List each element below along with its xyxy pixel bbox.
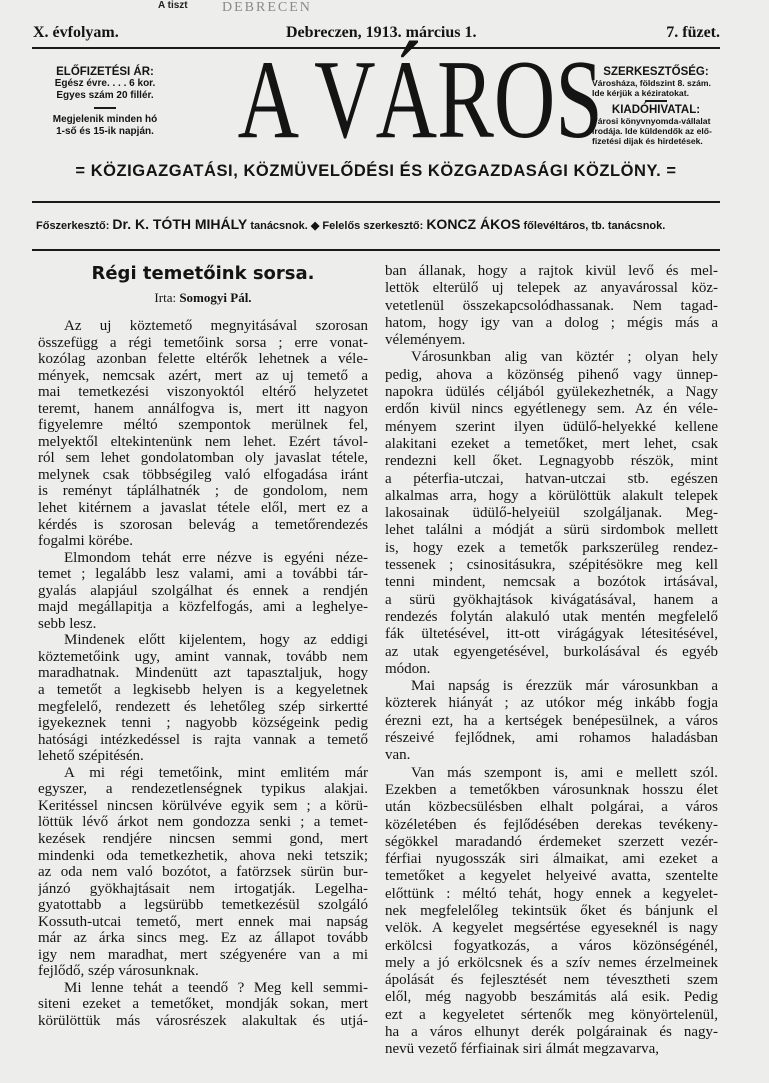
text-line: ségökkel maradandó érdemeket szerzett vezér- xyxy=(385,833,718,850)
paragraph xyxy=(38,550,368,633)
text-line: temetőket a kegyelet helyeivé avatta, szentelte xyxy=(385,868,718,885)
responsible-editor-name: KONCZ ÁKOS xyxy=(426,216,521,232)
text-line: egyszer, a rendezetlenségnek typikus alakjai. xyxy=(38,781,368,798)
editors-rule xyxy=(32,249,720,251)
text-line: ha a város elhunyt derék polgárainak és nagy- xyxy=(385,1024,718,1041)
subtitle: = KÖZIGAZGATÁSI, KÖZMÜVELŐDÉSI ÉS KÖZGAZDASÁGI KÖZLÖNY. = xyxy=(75,162,677,180)
text-line: Ezekben a temetőkben városunknak hosszu élet xyxy=(385,781,718,798)
text-line: löttük lévő árkot nem gondozza senki ; a temet- xyxy=(38,814,368,831)
text-line: megfelelő, rendezett és lehetőleg szép sirkertté xyxy=(38,698,368,715)
text-line: sebb lesz. xyxy=(38,615,97,632)
subscription-line: Megjelenik minden hó xyxy=(52,114,158,125)
text-line: pedig, ahova a közönség pihenő vagy ünnep- xyxy=(385,366,718,383)
text-line: is reményt táplálhatnék ; de gondolom, nem xyxy=(38,483,368,500)
text-line: kérdés is szorosan belevág a temetőrendezés xyxy=(38,516,368,533)
text-line: Kossuth-utcai temető, mert ennek mai napság xyxy=(38,913,368,930)
subscription-box xyxy=(30,66,180,138)
newspaper-title-text: A VÁROS xyxy=(237,38,603,162)
text-line: alkalmas arra, hogy a körülöttük alakult telepek xyxy=(385,487,718,504)
publisher-line: fizetési dijak és hirdetések. xyxy=(592,136,703,146)
text-line: is, hogy ezek a temetők parkszerüleg rendez- xyxy=(385,539,718,556)
text-line: Elmondom tehát erre nézve is egyéni néze- xyxy=(64,549,368,566)
text-line: ban állanak, hogy a rajtok kivül levő és mel- xyxy=(385,263,718,279)
article-byline xyxy=(38,290,368,306)
text-line: Mi lenne tehát a teendő ? Meg kell semmi- xyxy=(64,979,368,996)
text-line: ményem szerint ilyen üdülő-helyekké kellene xyxy=(385,418,718,435)
text-line: gyalás alapjául szolgálhat és ennek a rendjén xyxy=(38,582,368,599)
dateline: Debreczen, 1913. március 1. xyxy=(286,24,477,41)
text-line: előttünk : méltó tehát, hogy ennek a kegyelet- xyxy=(385,885,718,902)
subscription-line: 1-ső és 15-ik napján. xyxy=(56,126,154,137)
divider xyxy=(645,100,667,102)
text-line: a péterfia-utczai, hatvan-utczai stb. egészen xyxy=(385,470,718,487)
editorial-heading: SZERKESZTŐSÉG: xyxy=(603,66,709,78)
text-line: lehet találni a módját a sürü sirdombok mellett xyxy=(385,522,718,539)
text-line: érezni ezt, ha a kertségek benépesülnek, a város xyxy=(385,712,718,729)
text-line: jánzó gyökhajtásait nem irtogatják. Legelha- xyxy=(38,880,368,897)
text-line: gyatottabb a legsürübb temetkezésül szolgáló xyxy=(38,897,368,914)
library-stamp: DEBRECEN xyxy=(222,0,312,15)
text-line: az utak egyengetésével, burkolásával és egyéb xyxy=(385,643,718,660)
text-line: mények, nemcsak azért, mert az uj temető a xyxy=(38,367,368,384)
text-line: vetetlenül összekapcsolódhassanak. Nem tagad- xyxy=(385,297,718,314)
paragraph xyxy=(38,980,368,1030)
text-line: siteni ezeket a temetőket, mondják sokan, mert xyxy=(38,996,368,1013)
text-line: közéletében és fejlődésében derekas tevékeny- xyxy=(385,816,718,833)
responsible-editor-title: főlevéltáros, tb. tanácsnok. xyxy=(523,220,666,232)
byline-label: Irta: xyxy=(154,290,177,305)
text-line: mely a jó erkölcsnek és a szív nemes érzelmeinek xyxy=(385,954,718,971)
text-line: majd megállapitja a közfelfogás, ami a leghelye- xyxy=(38,599,368,616)
text-line: összefügg a régi temetőink sorsa ; erre vonat- xyxy=(38,334,368,351)
editorial-office-box xyxy=(592,66,720,146)
text-line: van. xyxy=(385,747,411,764)
text-line: kezések rendjére nincsen semmi gond, mert xyxy=(38,830,368,847)
text-line: Városunkban alig van köztér ; olyan hely xyxy=(411,349,718,366)
divider xyxy=(94,107,116,109)
text-line: férfiai nyugosszák siri álmaikat, ami ezeket a xyxy=(385,851,718,868)
publisher-line: irodája. Ide küldendők az elő- xyxy=(592,126,712,136)
text-line: ápolását és fejlesztését nem tévesztheti szem xyxy=(385,972,718,989)
text-line: napokra üdülés céljából gyülekezhetnék, a Nagy xyxy=(385,384,718,401)
editors-line xyxy=(36,216,720,232)
text-line: a temetőt a legkisebb helyen is a kegyeletnek xyxy=(38,682,368,699)
text-line: hatósági intézkedéssel is rajta vannak a temető xyxy=(38,731,368,748)
newspaper-title xyxy=(180,38,603,162)
text-line: Van más szempont is, ami e mellett szól. xyxy=(411,764,718,781)
text-line: Mai napság is érezzük már városunkban a xyxy=(411,678,718,695)
text-line: után közbecsülésben elhalt polgárai, a város xyxy=(385,799,718,816)
text-line: mindenki oda temetkezhetik, ahova neki tetszik; xyxy=(38,847,368,864)
text-line: alakitani ezeket a temetőket, mert lehet, csak xyxy=(385,435,718,452)
publisher-heading: KIADÓHIVATAL: xyxy=(611,104,701,116)
text-line: köztemetőink ugy, amint vannak, tovább nem xyxy=(38,648,368,665)
text-line: maradhatnak. Mindenütt azt tapasztaljuk, hogy xyxy=(38,665,368,682)
text-line: figyelemre méltó szempontok merülnek fel, xyxy=(38,417,368,434)
text-line: nevü vezető férfiainak siri álmát megzavarva, xyxy=(385,1041,660,1058)
text-line: rendezés folytán alakuló utak mentén megfelelő xyxy=(385,608,718,625)
text-line: tenni mindent, nemcsak a bozótok irtásával, xyxy=(385,574,718,591)
text-line: igyekeznek tenni ; nagyobb községeink pedig xyxy=(38,715,368,732)
text-line: melynek csak többségileg való elfogadása iránt xyxy=(38,466,368,483)
text-line: tessenek ; csinositásukra, szépitésökre meg kell xyxy=(385,557,718,574)
paragraph xyxy=(385,263,718,349)
paragraph xyxy=(38,765,368,980)
article-title: Régi temetőink sorsa. xyxy=(91,263,315,284)
paragraph xyxy=(38,318,368,550)
issue-number: 7. füzet. xyxy=(666,24,720,41)
editorial-line: Városháza, földszint 8. szám. xyxy=(592,78,711,88)
text-line: nek megfelelőleg tekintsük őket és bánjunk el xyxy=(385,902,718,919)
text-line: a sürü gyökhajtások kivágatásával, hanem a xyxy=(385,591,718,608)
text-line: már az árka sincs meg. Ez az állapot tovább xyxy=(38,930,368,947)
text-line: fák ültetésével, itt-ott virágágyak létesitésével, xyxy=(385,626,718,643)
text-line: kozólag azonban felette eltérők lehetnek a véle- xyxy=(38,351,368,368)
text-line: az oda nem való bozótot, a fatörzsek sürün bur- xyxy=(38,864,368,881)
text-line: igy nem maradhat, mert szégyenére van a mi xyxy=(38,946,368,963)
text-line: erdőn kivül nincs egyétlenegy sem. Az én véle- xyxy=(385,401,718,418)
text-line: lakosainak üdülő-helyeiül szolgáljanak. Meg- xyxy=(385,505,718,522)
editorial-line: Ide kérjük a kéziratokat. xyxy=(592,88,689,98)
text-line: velök. A kegyelet megsértése egyeseknél is nagy xyxy=(385,920,718,937)
text-line: teremt, hanem annálfogva is, mert itt nagyon xyxy=(38,400,368,417)
text-line: Keritéssel nincsen körülvéve egyik sem ; a körü- xyxy=(38,797,368,814)
text-line: hatom, hogy igy van a dolog ; mégis más a xyxy=(385,314,718,331)
text-line: fogalmi körébe. xyxy=(38,533,133,550)
text-line: melyektől eltekintenünk nem lehet. Ezért távol- xyxy=(38,433,368,450)
text-line: Mindenek előtt kijelentem, hogy az eddigi xyxy=(64,632,368,649)
chief-editor-title: tanácsnok. xyxy=(250,220,308,232)
text-line: temet ; legalább lesz valami, ami a további tár- xyxy=(38,566,368,583)
text-line: lehető szépitésén. xyxy=(38,748,144,765)
diamond-separator-icon: ◆ xyxy=(310,220,320,232)
text-line: módon. xyxy=(385,660,431,677)
text-line: közterek hiányát ; az utókor még inkább fogja xyxy=(385,695,718,712)
article-author: Somogyi Pál. xyxy=(179,290,252,305)
subscription-heading: ELŐFIZETÉSI ÁR: xyxy=(56,66,154,78)
paragraph xyxy=(385,765,718,1059)
subscription-line: Egyes szám 20 fillér. xyxy=(56,90,154,101)
text-line: véleményem. xyxy=(385,332,466,349)
paragraph xyxy=(385,678,718,764)
publisher-line: Városi könyvnyomda-vállalat xyxy=(592,116,711,126)
text-line: A mi régi temetőink, mint emlitém már xyxy=(64,764,368,781)
text-line: Az uj köztemető megnyitásával szorosan xyxy=(64,318,368,334)
article-column-left xyxy=(38,318,368,1030)
subtitle-rule xyxy=(32,201,720,203)
stamp-fragment: A tiszt xyxy=(158,0,188,11)
text-line: fejlődő, szép városunknak. xyxy=(38,963,199,980)
chief-editor-name: Dr. K. TÓTH MIHÁLY xyxy=(112,216,248,232)
text-line: ezt a kegyeletet sértenők meg könyörtelenül, xyxy=(385,1006,718,1023)
text-line: lehet kitérnem a javaslat tétele elől, mert ez a xyxy=(38,500,368,517)
text-line: körülöttük más városrészek alakultak és utjá- xyxy=(38,1012,368,1029)
article-column-right xyxy=(385,263,718,1059)
text-line: erkölcsi fogyatkozás, a város közönségénél, xyxy=(385,937,718,954)
text-line: rendezni kell őket. Legnagyobb részök, mint xyxy=(385,453,718,470)
text-line: részeivé fejlődnek, ami rohamos haladásban xyxy=(385,730,718,747)
text-line: elől, még nagyobb beszámitás alá esik. Pedig xyxy=(385,989,718,1006)
text-line: lettök elterülő uj telepek az anyavárossal köz- xyxy=(385,280,718,297)
subscription-line: Egész évre. . . . 6 kor. xyxy=(54,78,156,89)
text-line: mai temetkezési viszonyoktól eltérő helyzetet xyxy=(38,384,368,401)
paragraph xyxy=(385,349,718,678)
responsible-editor-label: Felelős szerkesztő: xyxy=(322,220,424,232)
chief-editor-label: Főszerkesztő: xyxy=(36,220,110,232)
text-line: ról sem lehet gondolatomban oly javaslat tétele, xyxy=(38,450,368,467)
paragraph xyxy=(38,632,368,764)
volume-number: X. évfolyam. xyxy=(33,24,119,41)
